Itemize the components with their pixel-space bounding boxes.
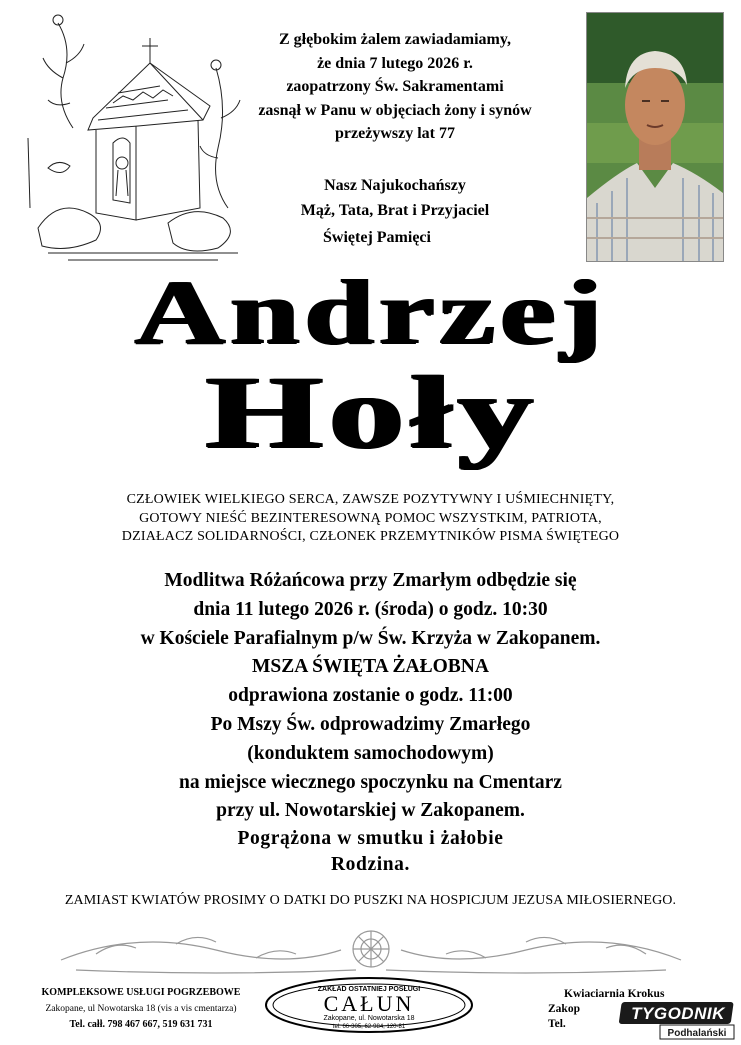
intro-line: zasnął w Panu w objęciach żony i synów [258, 101, 532, 119]
florist-line-3: Tel. [548, 1018, 566, 1030]
portrait-icon [587, 13, 723, 261]
calun-logo [263, 975, 475, 1035]
mourners-signature [0, 826, 741, 878]
tribute-line: GOTOWY NIEŚĆ BEZINTERESOWNĄ POMOC WSZYSTKIM, PATRIOTA, [139, 510, 602, 526]
tribute-line: DZIAŁACZ SOLIDARNOŚCI, CZŁONEK PRZEMYTNIKÓW PISMA ŚWIĘTEGO [121, 529, 620, 544]
florist-line-2: Zakop [548, 1003, 580, 1015]
tribute-text [0, 491, 741, 547]
calun-top-text: ZAKŁAD OSTATNIEJ POSŁUGI [317, 986, 421, 993]
ceremony-line: MSZA ŚWIĘTA ŻAŁOBNA [252, 656, 489, 678]
funeral-home-phone: Tel. całł. 798 467 667, 519 631 731 [69, 1019, 213, 1030]
intro-line: że dnia 7 lutego 2026 r. [317, 54, 473, 72]
chapel-sketch-icon [18, 8, 250, 270]
ceremony-line: w Kościele Parafialnym p/w Św. Krzyża w Zakopanem. [140, 627, 601, 649]
ceremony-line: na miejsce wiecznego spoczynku na Cmentarz [179, 771, 562, 793]
intro-line: przeżywszy lat 77 [335, 125, 455, 142]
funeral-home-info [36, 985, 246, 1033]
calun-address: Zakopane, ul. Nowotarska 18 [323, 1015, 415, 1022]
donation-request: ZAMIAST KWIATÓW PROSIMY O DATKI DO PUSZKI NA HOSPICJUM JEZUSA MIŁOSIERNEGO. [64, 893, 677, 908]
ceremony-line: (konduktem samochodowym) [247, 742, 494, 764]
tribute-line: CZŁOWIEK WIELKIEGO SERCA, ZAWSZE POZYTYWNY I UŚMIECHNIĘTY, [126, 492, 615, 507]
funeral-home-name: KOMPLEKSOWE USŁUGI POGRZEBOWE [41, 987, 241, 998]
announcement-intro [245, 28, 545, 146]
calun-name: CAŁUN [323, 991, 415, 1016]
watermark-sub: Podhalański [667, 1028, 727, 1039]
memory-label: Świętej Pamięci [323, 229, 431, 246]
ceremony-line: odprawiona zostanie o godz. 11:00 [228, 685, 513, 707]
relations-line-2: Mąż, Tata, Brat i Przyjaciel [300, 202, 490, 219]
intro-line: zaopatrzony Św. Sakramentami [286, 78, 504, 95]
mourners-line-1: Pogrążona w smutku i żałobie [237, 828, 504, 849]
ceremony-line: Modlitwa Różańcowa przy Zmarłym odbędzie się [164, 570, 577, 591]
ceremony-line: przy ul. Nowotarskiej w Zakopanem. [216, 800, 525, 822]
relations-line-1: Nasz Najukochańszy [324, 177, 466, 194]
deceased-last-name: Hoły [205, 355, 539, 470]
ceremony-details [0, 567, 741, 826]
deceased-first-name: Andrzej [134, 261, 607, 363]
watermark-brand: TYGODNIK [631, 1004, 725, 1023]
flower-ornament-icon [56, 920, 686, 978]
intro-line: Z głębokim żalem zawiadamiamy, [279, 31, 511, 48]
florist-name: Kwiaciarnia Krokus [564, 988, 665, 1000]
ceremony-line: dnia 11 lutego 2026 r. (środa) o godz. 10:30 [193, 598, 548, 620]
ceremony-line: Po Mszy Św. odprowadzimy Zmarłego [210, 713, 531, 735]
funeral-home-address: Zakopane, ul Nowotarska 18 (vis a vis cmentarza) [45, 1004, 237, 1014]
portrait-photo [586, 12, 724, 262]
calun-phone: tel. 66-305, 62-984, 120-81 [332, 1024, 406, 1030]
mourners-line-2: Rodzina. [330, 854, 411, 875]
tygodnik-watermark [618, 1000, 736, 1040]
relations-block [250, 173, 540, 223]
